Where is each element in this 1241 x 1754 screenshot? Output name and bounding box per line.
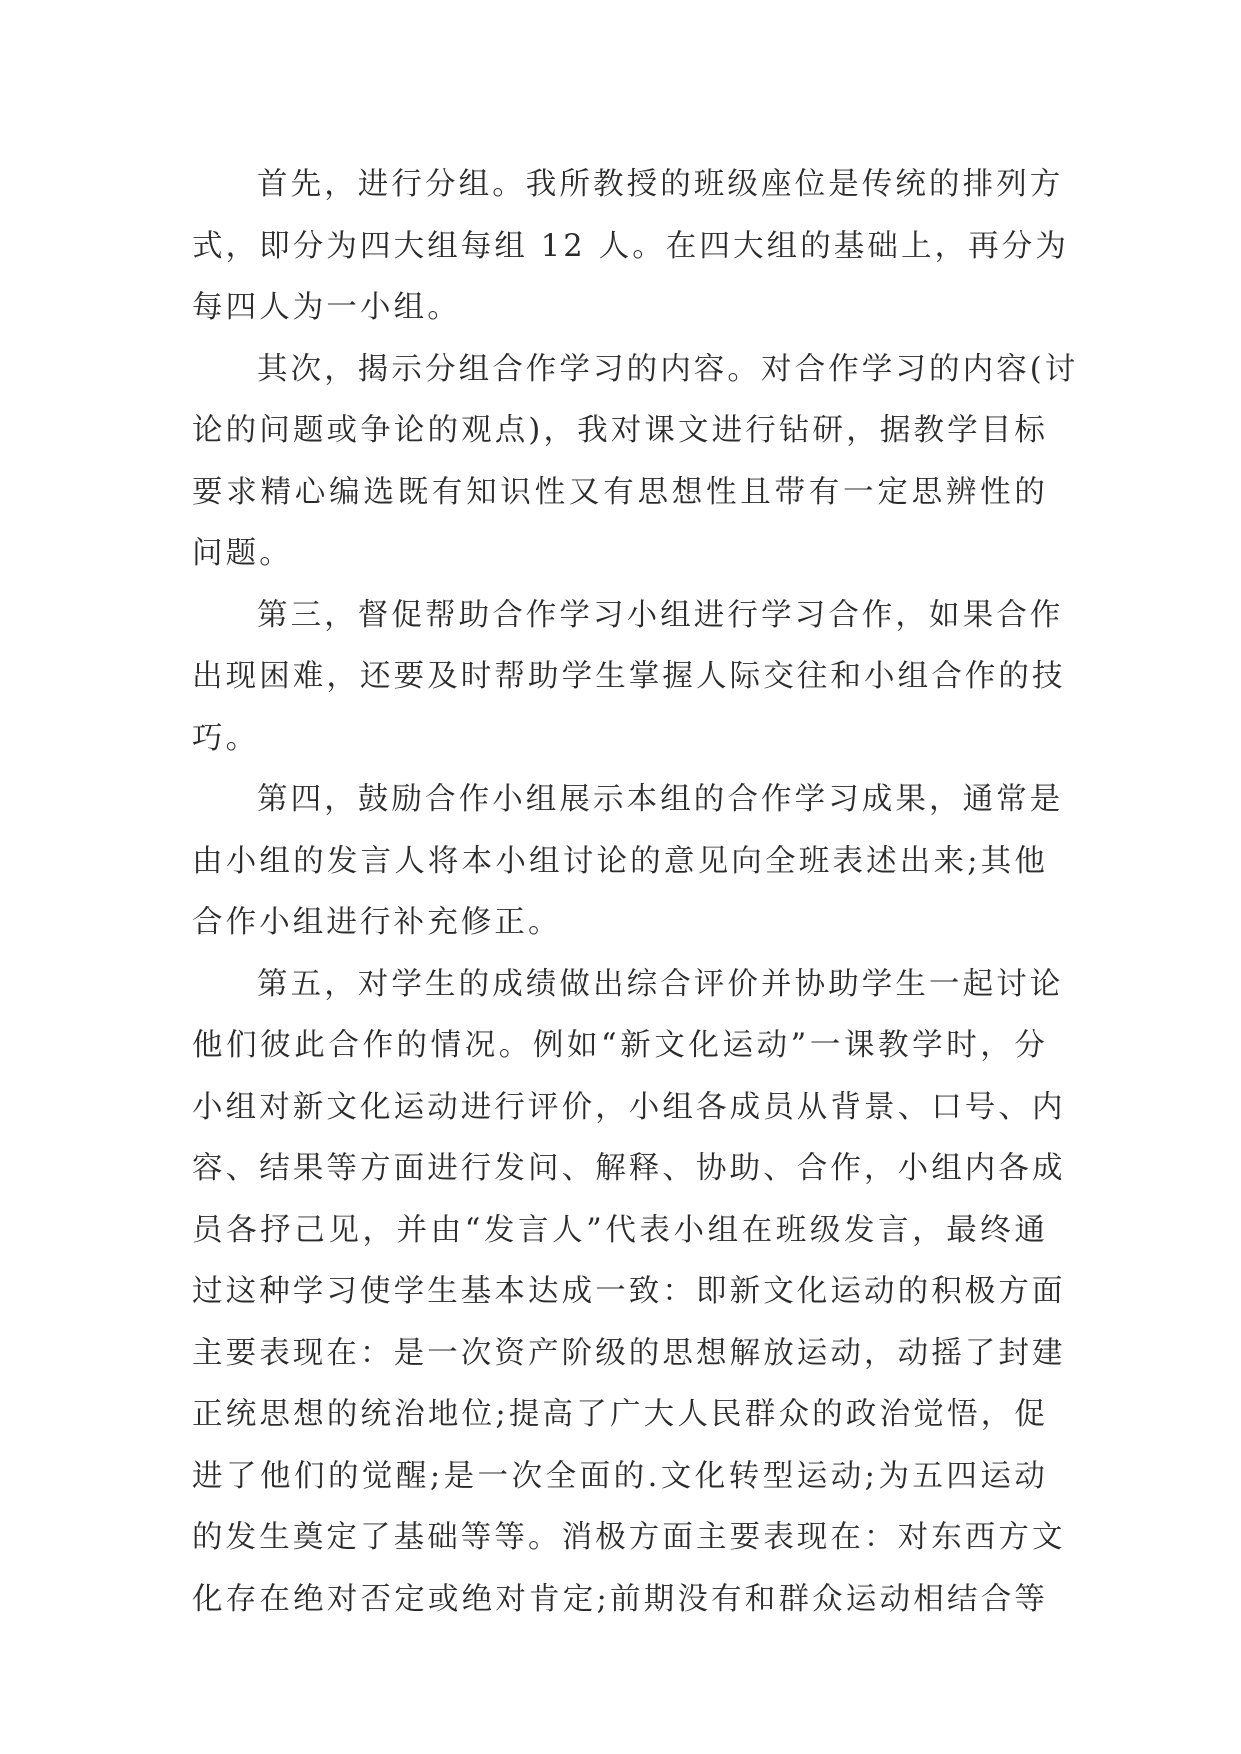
text-line: 式，即分为四大组每组 12 人。在四大组的基础上，再分为 <box>192 228 1069 264</box>
text-line: 其次，揭示分组合作学习的内容。对合作学习的内容(讨 <box>257 351 1079 387</box>
text-line: 论的问题或争论的观点)，我对课文进行钻研，据教学目标 <box>192 413 1048 448</box>
paragraph-content <box>192 339 1079 585</box>
text-line: 第五，对学生的成绩做出综合评价并协助学生一起讨论 <box>257 966 1064 1002</box>
text-line: 员各抒己见，并由“发言人”代表小组在班级发言，最终通 <box>192 1212 1048 1248</box>
paragraph-grouping <box>192 154 1069 339</box>
text-line: 要求精心编选既有知识性又有思想性且带有一定思辨性的 <box>192 474 1048 510</box>
text-line: 小组对新文化运动进行评价，小组各成员从背景、口号、内 <box>192 1089 1066 1125</box>
text-line: 正统思想的统治地位;提高了广大人民群众的政治觉悟，促 <box>192 1397 1048 1432</box>
text-line: 过这种学习使学生基本达成一致：即新文化运动的积极方面 <box>192 1274 1066 1309</box>
text-line: 第四，鼓励合作小组展示本组的合作学习成果，通常是 <box>257 782 1064 817</box>
paragraph-showcase <box>192 769 1064 954</box>
text-line: 他们彼此合作的情况。例如“新文化运动”一课教学时，分 <box>192 1028 1048 1063</box>
text-line: 容、结果等方面进行发问、解释、协助、合作，小组内各成 <box>192 1151 1066 1186</box>
text-line: 巧。 <box>192 720 260 756</box>
paragraph-supervise <box>192 585 1066 770</box>
text-line: 的发生奠定了基础等等。消极方面主要表现在：对东西方文 <box>192 1520 1066 1555</box>
text-line: 出现困难，还要及时帮助学生掌握人际交往和小组合作的技 <box>192 659 1066 694</box>
paragraph-evaluation <box>192 954 1066 1631</box>
text-line: 主要表现在：是一次资产阶级的思想解放运动，动摇了封建 <box>192 1335 1066 1371</box>
text-line: 问题。 <box>192 536 293 571</box>
document-page <box>192 154 1079 1630</box>
text-line: 合作小组进行补充修正。 <box>192 905 562 940</box>
text-line: 每四人为一小组。 <box>192 290 461 325</box>
text-line: 化存在绝对否定或绝对肯定;前期没有和群众运动相结合等 <box>192 1581 1048 1617</box>
text-line: 首先，进行分组。我所教授的班级座位是传统的排列方 <box>257 167 1064 202</box>
text-line: 由小组的发言人将本小组讨论的意见向全班表述出来;其他 <box>192 843 1048 879</box>
text-line: 第三，督促帮助合作学习小组进行学习合作，如果合作 <box>257 597 1064 633</box>
text-line: 进了他们的觉醒;是一次全面的.文化转型运动;为五四运动 <box>192 1458 1048 1494</box>
